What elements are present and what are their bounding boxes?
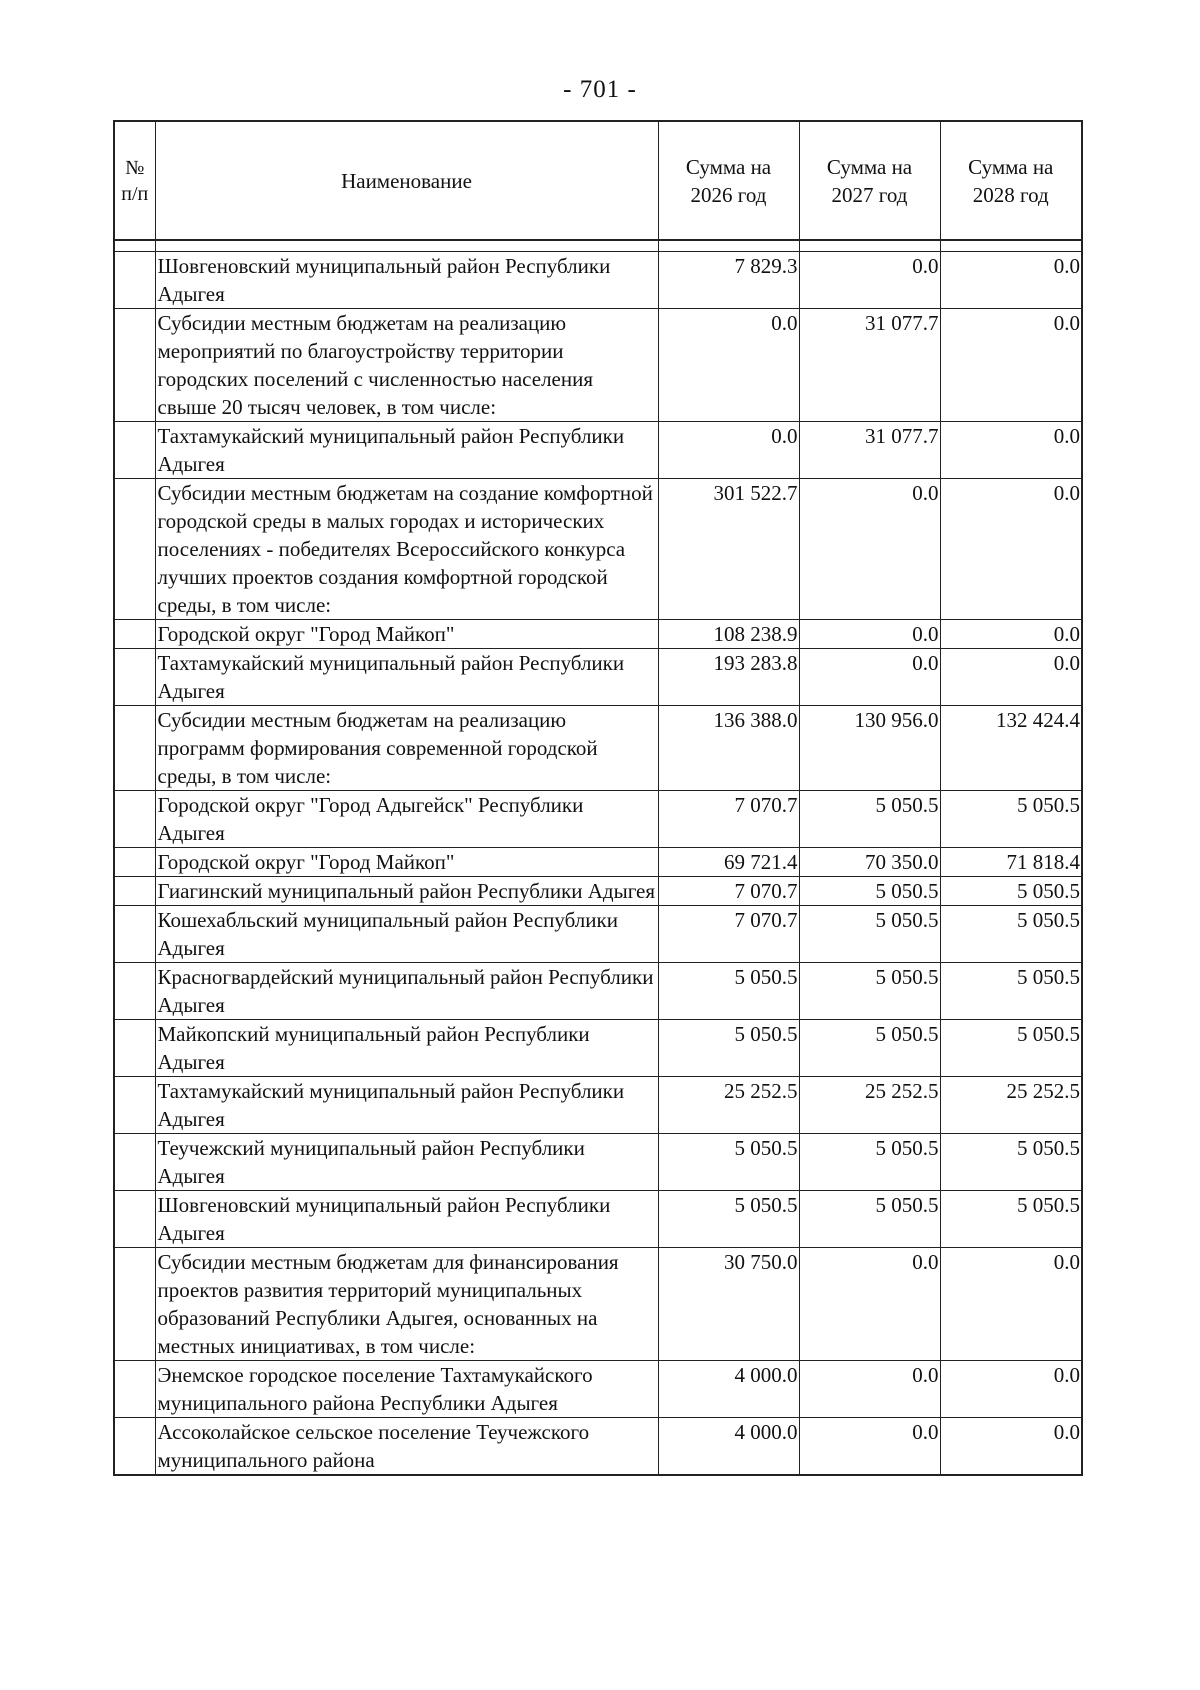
row-sum-2028-cell: 25 252.5 (940, 1077, 1082, 1134)
row-name-cell: Гиагинский муниципальный район Республики Адыгея (155, 877, 658, 906)
row-sum-2027-cell: 0.0 (799, 1418, 940, 1476)
header-separator-row (114, 240, 1082, 252)
row-sum-2026-cell: 4 000.0 (658, 1418, 799, 1476)
row-sum-2028-cell: 5 050.5 (940, 877, 1082, 906)
row-sum-2027-cell: 5 050.5 (799, 906, 940, 963)
row-sum-2027-cell: 0.0 (799, 1361, 940, 1418)
row-name-cell: Теучежский муниципальный район Республики Адыгея (155, 1134, 658, 1191)
row-sum-2027-cell: 5 050.5 (799, 1020, 940, 1077)
header-sum-2027: Сумма на 2027 год (799, 121, 940, 240)
row-sum-2026-cell: 136 388.0 (658, 706, 799, 791)
row-number-cell (114, 877, 155, 906)
row-name-cell: Городской округ "Город Майкоп" (155, 620, 658, 649)
row-name-cell: Субсидии местным бюджетам на реализацию программ формирования современной городской среды, в том числе: (155, 706, 658, 791)
table-row (114, 963, 1082, 1020)
row-sum-2028-cell: 132 424.4 (940, 706, 1082, 791)
row-name-cell: Энемское городское поселение Тахтамукайского муниципального района Республики Адыгея (155, 1361, 658, 1418)
row-sum-2027-cell: 0.0 (799, 649, 940, 706)
row-number-cell (114, 422, 155, 479)
row-sum-2026-cell: 5 050.5 (658, 1134, 799, 1191)
row-sum-2026-cell: 69 721.4 (658, 848, 799, 877)
row-number-cell (114, 479, 155, 620)
row-number-cell (114, 649, 155, 706)
table-header-row (114, 121, 1082, 240)
row-sum-2028-cell: 5 050.5 (940, 1134, 1082, 1191)
header-sum-2028: Сумма на 2028 год (940, 121, 1082, 240)
row-sum-2027-cell: 5 050.5 (799, 1191, 940, 1248)
table-row (114, 620, 1082, 649)
row-number-cell (114, 848, 155, 877)
table-row (114, 1020, 1082, 1077)
row-name-cell: Майкопский муниципальный район Республики Адыгея (155, 1020, 658, 1077)
row-name-cell: Шовгеновский муниципальный район Республики Адыгея (155, 252, 658, 309)
header-number: № п/п (114, 121, 155, 240)
header-sum-2026: Сумма на 2026 год (658, 121, 799, 240)
row-sum-2028-cell: 5 050.5 (940, 906, 1082, 963)
row-sum-2027-cell: 0.0 (799, 479, 940, 620)
row-number-cell (114, 1361, 155, 1418)
row-sum-2028-cell: 0.0 (940, 620, 1082, 649)
table-row (114, 906, 1082, 963)
row-name-cell: Субсидии местным бюджетам для финансирования проектов развития территорий муниципальных образований Республики Адыгея, основанных на местных инициативах, в том числе: (155, 1248, 658, 1361)
row-sum-2028-cell: 0.0 (940, 1418, 1082, 1476)
table-row (114, 848, 1082, 877)
row-sum-2028-cell: 0.0 (940, 649, 1082, 706)
row-sum-2028-cell: 5 050.5 (940, 1191, 1082, 1248)
row-number-cell (114, 906, 155, 963)
row-sum-2026-cell: 7 070.7 (658, 791, 799, 848)
row-sum-2028-cell: 0.0 (940, 422, 1082, 479)
table-row (114, 706, 1082, 791)
row-sum-2026-cell: 193 283.8 (658, 649, 799, 706)
header-name: Наименование (155, 121, 658, 240)
table-row (114, 1418, 1082, 1476)
row-sum-2026-cell: 0.0 (658, 422, 799, 479)
row-name-cell: Красногвардейский муниципальный район Республики Адыгея (155, 963, 658, 1020)
row-name-cell: Тахтамукайский муниципальный район Республики Адыгея (155, 1077, 658, 1134)
row-number-cell (114, 309, 155, 422)
row-number-cell (114, 252, 155, 309)
row-sum-2027-cell: 5 050.5 (799, 877, 940, 906)
row-sum-2028-cell: 71 818.4 (940, 848, 1082, 877)
row-sum-2028-cell: 0.0 (940, 1361, 1082, 1418)
row-sum-2028-cell: 5 050.5 (940, 1020, 1082, 1077)
budget-table (113, 120, 1083, 1476)
row-name-cell: Тахтамукайский муниципальный район Республики Адыгея (155, 649, 658, 706)
row-sum-2026-cell: 7 070.7 (658, 877, 799, 906)
row-name-cell: Кошехабльский муниципальный район Республики Адыгея (155, 906, 658, 963)
table-row (114, 1191, 1082, 1248)
row-number-cell (114, 1418, 155, 1476)
row-sum-2026-cell: 4 000.0 (658, 1361, 799, 1418)
row-name-cell: Городской округ "Город Адыгейск" Республики Адыгея (155, 791, 658, 848)
row-name-cell: Городской округ "Город Майкоп" (155, 848, 658, 877)
table-row (114, 1134, 1082, 1191)
table-row (114, 649, 1082, 706)
row-sum-2027-cell: 31 077.7 (799, 309, 940, 422)
row-sum-2028-cell: 5 050.5 (940, 963, 1082, 1020)
table-row (114, 1361, 1082, 1418)
row-number-cell (114, 1134, 155, 1191)
row-sum-2026-cell: 30 750.0 (658, 1248, 799, 1361)
row-sum-2027-cell: 130 956.0 (799, 706, 940, 791)
row-sum-2027-cell: 0.0 (799, 620, 940, 649)
row-sum-2026-cell: 108 238.9 (658, 620, 799, 649)
table-row (114, 422, 1082, 479)
row-number-cell (114, 706, 155, 791)
row-name-cell: Ассоколайское сельское поселение Теучежского муниципального района (155, 1418, 658, 1476)
table-row (114, 1248, 1082, 1361)
row-sum-2026-cell: 0.0 (658, 309, 799, 422)
row-number-cell (114, 1191, 155, 1248)
row-sum-2027-cell: 0.0 (799, 252, 940, 309)
row-sum-2028-cell: 0.0 (940, 479, 1082, 620)
row-sum-2026-cell: 7 070.7 (658, 906, 799, 963)
row-sum-2027-cell: 5 050.5 (799, 1134, 940, 1191)
row-sum-2028-cell: 5 050.5 (940, 791, 1082, 848)
row-sum-2027-cell: 25 252.5 (799, 1077, 940, 1134)
row-sum-2028-cell: 0.0 (940, 1248, 1082, 1361)
table-row (114, 479, 1082, 620)
row-number-cell (114, 1248, 155, 1361)
row-name-cell: Тахтамукайский муниципальный район Республики Адыгея (155, 422, 658, 479)
row-name-cell: Субсидии местным бюджетам на создание комфортной городской среды в малых городах и исторических поселениях - победителях Всероссийского конкурса лучших проектов создания комфортной городской среды, в том числе: (155, 479, 658, 620)
table-row (114, 877, 1082, 906)
row-sum-2027-cell: 5 050.5 (799, 963, 940, 1020)
row-number-cell (114, 791, 155, 848)
table-row (114, 1077, 1082, 1134)
row-number-cell (114, 1077, 155, 1134)
row-name-cell: Субсидии местным бюджетам на реализацию мероприятий по благоустройству территории городских поселений с численностью населения свыше 20 тысяч человек, в том числе: (155, 309, 658, 422)
page-number: - 701 - (563, 76, 637, 103)
row-sum-2027-cell: 5 050.5 (799, 791, 940, 848)
row-sum-2027-cell: 70 350.0 (799, 848, 940, 877)
row-sum-2026-cell: 301 522.7 (658, 479, 799, 620)
row-sum-2026-cell: 5 050.5 (658, 1191, 799, 1248)
row-name-cell: Шовгеновский муниципальный район Республики Адыгея (155, 1191, 658, 1248)
row-number-cell (114, 1020, 155, 1077)
row-sum-2028-cell: 0.0 (940, 252, 1082, 309)
row-sum-2026-cell: 25 252.5 (658, 1077, 799, 1134)
row-sum-2026-cell: 5 050.5 (658, 1020, 799, 1077)
row-sum-2026-cell: 7 829.3 (658, 252, 799, 309)
table-row (114, 791, 1082, 848)
row-number-cell (114, 963, 155, 1020)
row-number-cell (114, 620, 155, 649)
row-sum-2027-cell: 0.0 (799, 1248, 940, 1361)
row-sum-2026-cell: 5 050.5 (658, 963, 799, 1020)
table-row (114, 309, 1082, 422)
row-sum-2027-cell: 31 077.7 (799, 422, 940, 479)
table-row (114, 252, 1082, 309)
row-sum-2028-cell: 0.0 (940, 309, 1082, 422)
